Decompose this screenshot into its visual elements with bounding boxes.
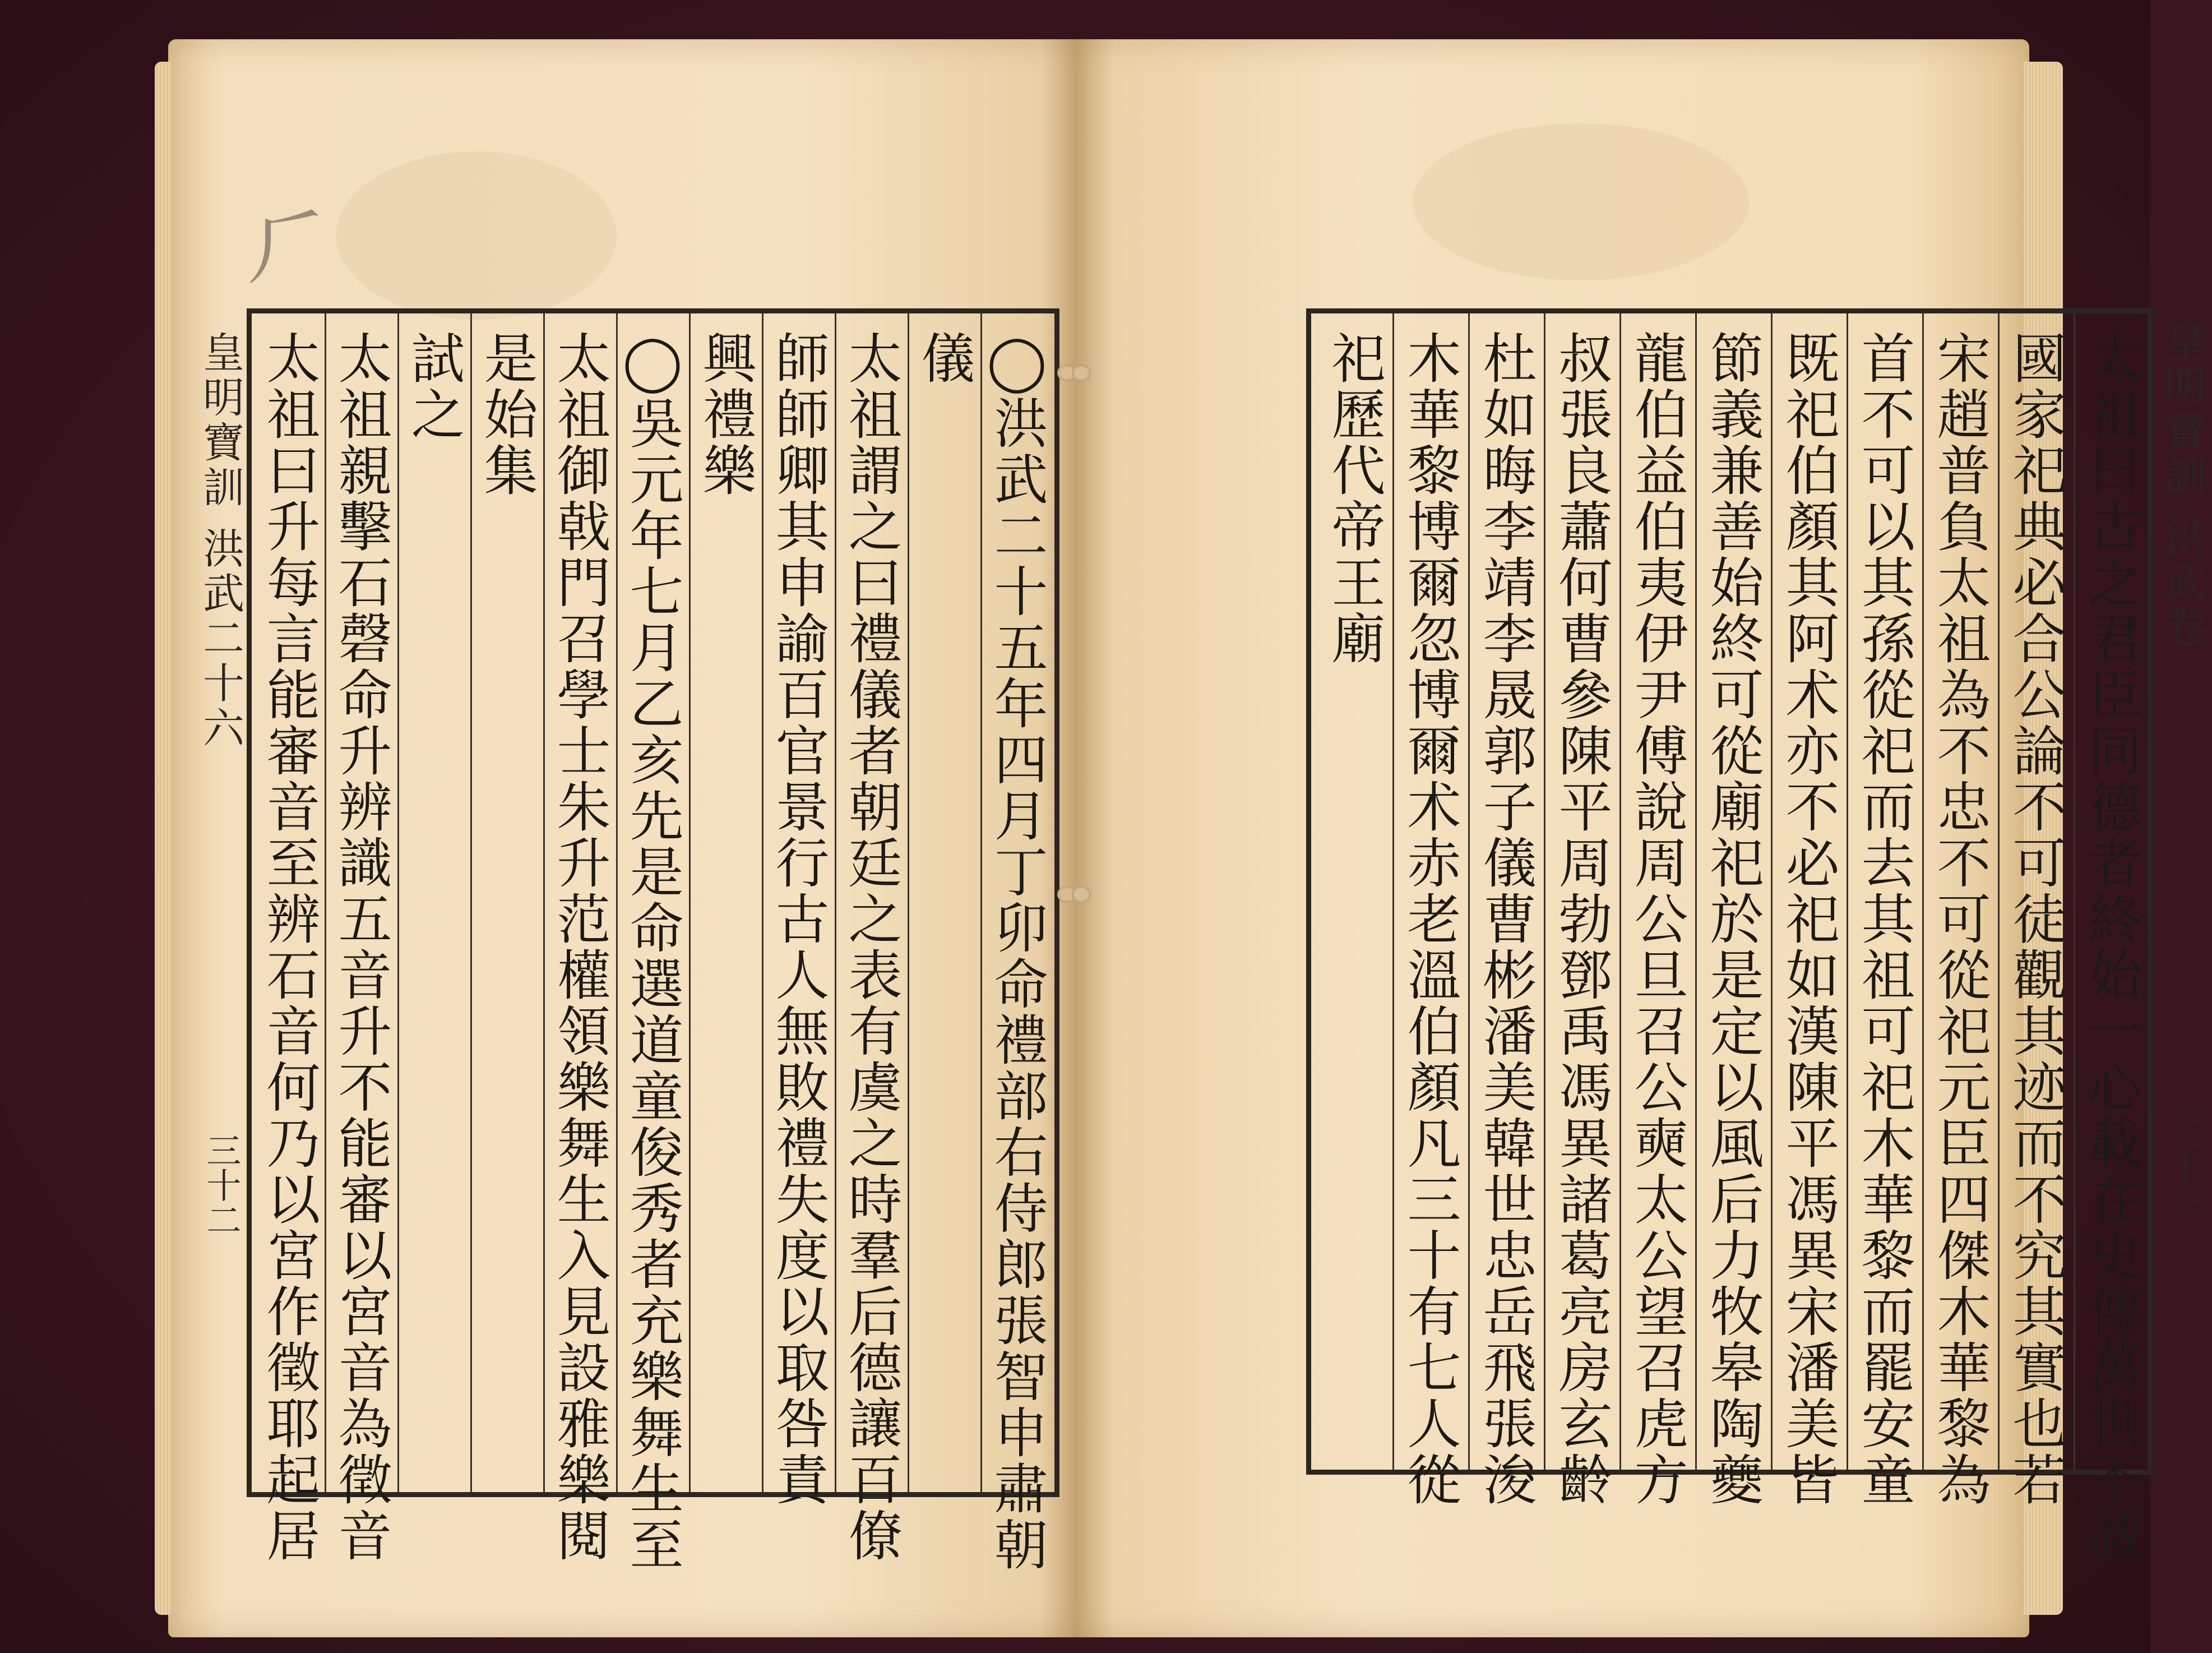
binding-hole bbox=[1072, 364, 1091, 381]
text-column: 師師卿其申諭百官景行古人無敗禮失度以取咎責 bbox=[767, 330, 830, 1508]
column-rule bbox=[1695, 313, 1697, 1470]
right-text-frame bbox=[1306, 308, 2153, 1564]
text-column: 儀 bbox=[913, 330, 975, 386]
column-rule bbox=[980, 313, 982, 1492]
text-column: 太祖曰古之君臣同德者終始一心載在史傳萬世不滅 bbox=[2080, 330, 2142, 1564]
text-column: 試之 bbox=[402, 330, 465, 442]
text-column: 國家祀典必合公論不可徒觀其迹而不究其實也若 bbox=[2004, 330, 2067, 1508]
ink-mark: ⺁ bbox=[247, 199, 331, 297]
column-rule bbox=[1544, 313, 1545, 1470]
text-column: 太祖親擊石磬命升辨識五音升不能審以宮音為徵音 bbox=[330, 330, 392, 1564]
column-rule bbox=[1771, 313, 1773, 1470]
column-rule bbox=[397, 313, 399, 1492]
left-page-edge bbox=[155, 62, 172, 1615]
text-column: 太祖曰升每言能審音至辨石音何乃以宮作徵耶起居 bbox=[258, 330, 321, 1564]
paper-stain bbox=[336, 151, 617, 320]
column-rule bbox=[1922, 313, 1924, 1470]
text-column: 既祀伯顏其阿术亦不必祀如漢陳平馮異宋潘美皆 bbox=[1777, 330, 1840, 1508]
text-column: 祀歷代帝王廟 bbox=[1323, 330, 1386, 667]
column-rule bbox=[325, 313, 326, 1492]
left-margin-title: 皇明寶訓 洪武二十六 bbox=[196, 331, 244, 751]
left-page bbox=[168, 39, 1076, 1637]
column-rule bbox=[908, 313, 909, 1492]
text-column: 節義兼善始終可從廟祀於是定以風后力牧皋陶夔 bbox=[1701, 330, 1764, 1508]
text-column: ◯吳元年七月乙亥先是命選道童俊秀者充樂舞生至 bbox=[621, 330, 684, 1573]
text-column: 首不可以其孫從祀而去其祖可祀木華黎而罷安童 bbox=[1853, 330, 1915, 1508]
text-column: 是始集 bbox=[475, 330, 538, 498]
text-column: 興禮樂 bbox=[694, 330, 757, 498]
right-margin-title: 皇明寶訓 洪武卷 bbox=[2158, 320, 2206, 650]
text-column: 叔張良蕭何曹參陳平周勃鄧禹馮異諸葛亮房玄齡 bbox=[1550, 330, 1613, 1508]
column-rule bbox=[616, 313, 618, 1492]
left-text-frame bbox=[247, 308, 1059, 1573]
text-column: ◯洪武二十五年四月丁卯命禮部右侍郎張智申肅朝 bbox=[985, 330, 1048, 1573]
binding-hole bbox=[1072, 886, 1091, 903]
column-rule bbox=[835, 313, 836, 1492]
column-rule bbox=[1392, 313, 1394, 1470]
right-folio: 三十一 bbox=[2163, 1116, 2204, 1220]
column-rule bbox=[2074, 313, 2075, 1470]
text-column: 宋趙普負太祖為不忠不可從祀元臣四傑木華黎為 bbox=[1928, 330, 1991, 1508]
paper-stain bbox=[1413, 123, 1749, 280]
column-rule bbox=[470, 313, 472, 1492]
text-column: 太祖謂之曰禮儀者朝廷之表有虞之時羣后德讓百僚 bbox=[840, 330, 903, 1564]
column-rule bbox=[1619, 313, 1621, 1470]
text-column: 杜如晦李靖李晟郭子儀曹彬潘美韓世忠岳飛張浚 bbox=[1474, 330, 1537, 1508]
text-column: 龍伯益伯夷伊尹傅說周公旦召公奭太公望召虎方 bbox=[1626, 330, 1688, 1508]
column-rule bbox=[543, 313, 545, 1492]
column-rule bbox=[1998, 313, 2000, 1470]
column-rule bbox=[1847, 313, 1848, 1470]
column-rule bbox=[762, 313, 763, 1492]
open-book bbox=[168, 39, 2206, 1643]
text-column: 木華黎博爾忽博爾术赤老溫伯顏凡三十有七人從 bbox=[1399, 330, 1461, 1508]
left-folio: 三十二 bbox=[201, 1133, 242, 1237]
column-rule bbox=[689, 313, 691, 1492]
text-column: 太祖御戟門召學士朱升范權領樂舞生入見設雅樂閱 bbox=[548, 330, 611, 1564]
column-rule bbox=[1468, 313, 1470, 1470]
